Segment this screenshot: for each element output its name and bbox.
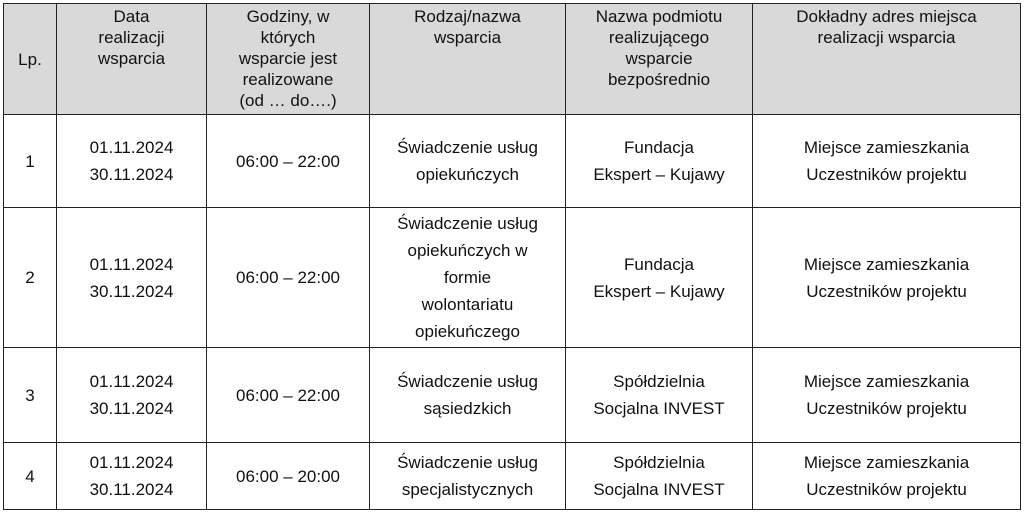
cell-lp: 4 xyxy=(4,443,57,510)
cell-hours: 06:00 – 22:00 xyxy=(207,208,370,348)
table-body xyxy=(4,115,1021,510)
cell-address: Miejsce zamieszkania Uczestników projektu xyxy=(753,443,1021,510)
cell-entity: Fundacja Ekspert – Kujawy xyxy=(566,208,753,348)
cell-entity: Spółdzielnia Socjalna INVEST xyxy=(566,443,753,510)
cell-support-type: Świadczenie usług opiekuńczych w formie wolontariatu opiekuńczego xyxy=(370,208,566,348)
cell-lp: 1 xyxy=(4,115,57,208)
cell-dates: 01.11.2024 30.11.2024 xyxy=(57,348,207,443)
cell-support-type: Świadczenie usług opiekuńczych xyxy=(370,115,566,208)
header-lp: Lp. xyxy=(4,4,57,115)
table-row xyxy=(4,443,1021,510)
table-header xyxy=(4,4,1021,115)
table-row xyxy=(4,348,1021,443)
header-hours: Godziny, w których wsparcie jest realizowane (od … do….) xyxy=(207,4,370,115)
cell-support-type: Świadczenie usług sąsiedzkich xyxy=(370,348,566,443)
cell-hours: 06:00 – 20:00 xyxy=(207,443,370,510)
cell-dates: 01.11.2024 30.11.2024 xyxy=(57,208,207,348)
cell-dates: 01.11.2024 30.11.2024 xyxy=(57,443,207,510)
support-schedule-table xyxy=(3,3,1021,510)
table-row xyxy=(4,115,1021,208)
cell-dates: 01.11.2024 30.11.2024 xyxy=(57,115,207,208)
cell-address: Miejsce zamieszkania Uczestników projektu xyxy=(753,348,1021,443)
header-entity: Nazwa podmiotu realizującego wsparcie bezpośrednio xyxy=(566,4,753,115)
header-address: Dokładny adres miejsca realizacji wsparcia xyxy=(753,4,1021,115)
cell-hours: 06:00 – 22:00 xyxy=(207,348,370,443)
cell-entity: Spółdzielnia Socjalna INVEST xyxy=(566,348,753,443)
cell-lp: 3 xyxy=(4,348,57,443)
cell-entity: Fundacja Ekspert – Kujawy xyxy=(566,115,753,208)
header-date: Data realizacji wsparcia xyxy=(57,4,207,115)
cell-lp: 2 xyxy=(4,208,57,348)
cell-address: Miejsce zamieszkania Uczestników projektu xyxy=(753,115,1021,208)
table-row xyxy=(4,208,1021,348)
header-support-type: Rodzaj/nazwa wsparcia xyxy=(370,4,566,115)
header-row xyxy=(4,4,1021,115)
cell-hours: 06:00 – 22:00 xyxy=(207,115,370,208)
cell-address: Miejsce zamieszkania Uczestników projektu xyxy=(753,208,1021,348)
cell-support-type: Świadczenie usług specjalistycznych xyxy=(370,443,566,510)
